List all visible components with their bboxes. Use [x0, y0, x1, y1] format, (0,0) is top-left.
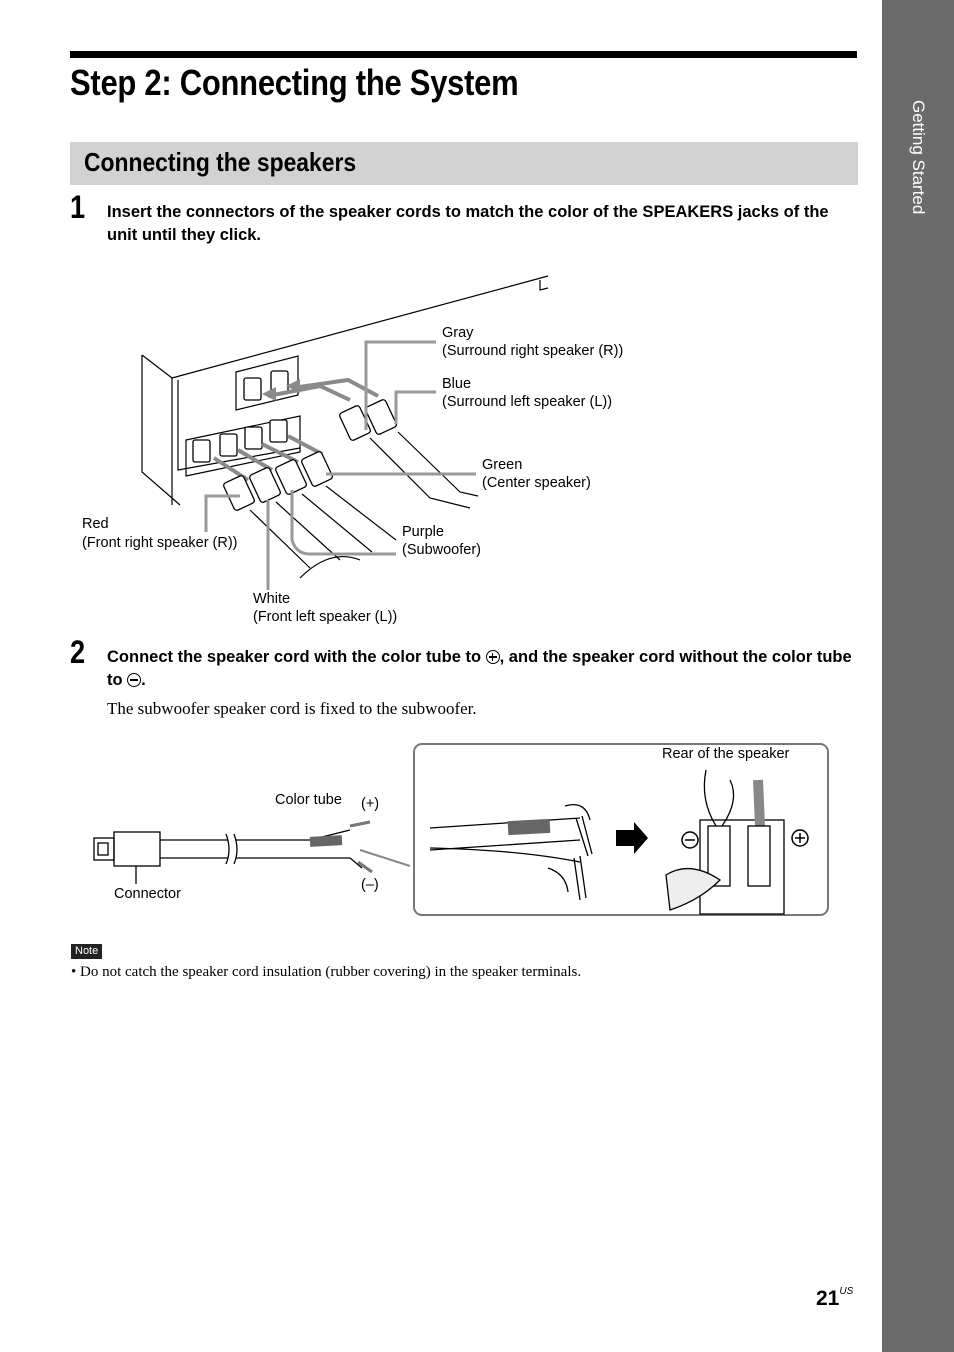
note-text: • Do not catch the speaker cord insulation (rubber covering) in the speaker terminals.	[71, 964, 582, 980]
step-2-text-b: , and the speaker cord without the color tube to	[107, 648, 852, 689]
label-white: White	[253, 591, 291, 607]
label-rear-of-speaker: Rear of the speaker	[662, 746, 790, 762]
label-plus: (+)	[361, 796, 380, 812]
label-blue: Blue	[442, 376, 472, 392]
page-number-suffix: US	[839, 1286, 854, 1297]
label-red-desc: (Front right speaker (R))	[82, 535, 238, 551]
side-tab-label	[882, 100, 954, 270]
label-purple-desc: (Subwoofer)	[402, 542, 481, 558]
label-white-desc: (Front left speaker (L))	[253, 609, 398, 625]
step-2-text	[107, 646, 857, 692]
step-2-text-a: Connect the speaker cord with the color tube to	[107, 648, 482, 666]
plus-terminal-icon	[486, 650, 500, 664]
title-rule	[70, 51, 857, 58]
step-2-body: The subwoofer speaker cord is fixed to the subwoofer.	[107, 699, 477, 718]
page-title: Step 2: Connecting the System	[70, 62, 519, 103]
minus-terminal-icon	[127, 673, 141, 687]
label-minus: (–)	[361, 877, 379, 893]
step-1-text: Insert the connectors of the speaker cords to match the color of the SPEAKERS jacks of the unit until they click.	[107, 203, 829, 244]
side-tab-text: Getting Started	[909, 100, 928, 215]
label-red: Red	[82, 516, 109, 532]
label-blue-desc: (Surround left speaker (L))	[442, 394, 613, 410]
label-green-desc: (Center speaker)	[482, 475, 591, 491]
step-2-number: 2	[70, 634, 86, 670]
label-gray-desc: (Surround right speaker (R))	[442, 343, 624, 359]
page-number-value: 21	[816, 1287, 840, 1310]
label-green: Green	[482, 457, 523, 473]
section-title: Connecting the speakers	[84, 147, 357, 177]
page-number	[816, 1286, 853, 1311]
note-badge: Note	[71, 944, 102, 959]
label-gray: Gray	[442, 325, 474, 341]
label-color-tube: Color tube	[275, 792, 342, 808]
step-2-text-c: .	[141, 671, 146, 689]
label-purple: Purple	[402, 524, 444, 540]
label-connector: Connector	[114, 886, 181, 902]
step-1-number: 1	[70, 189, 86, 225]
